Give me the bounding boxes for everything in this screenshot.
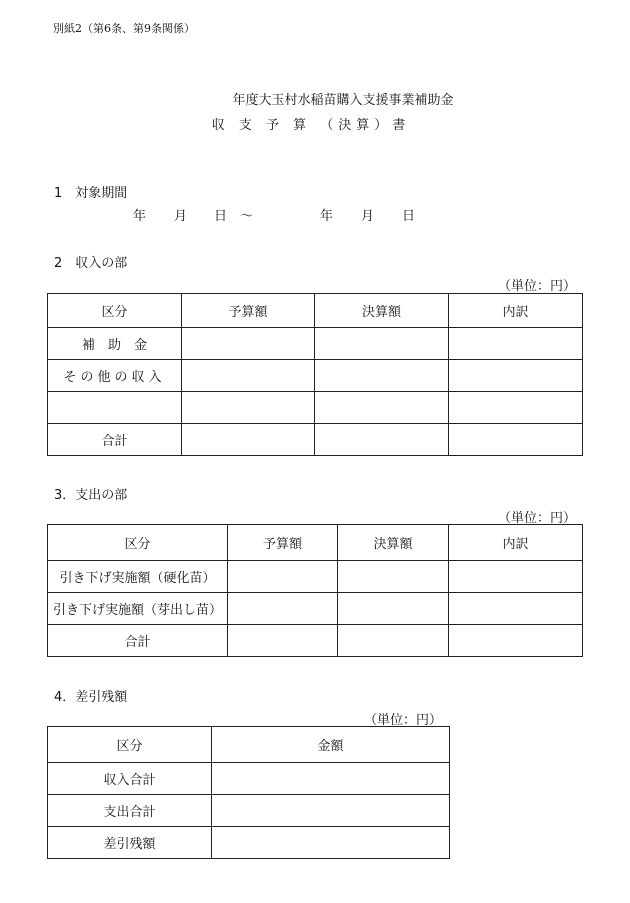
income-row-other-label: その他の収入 <box>48 360 182 392</box>
income-budget-cell[interactable] <box>182 328 315 360</box>
from-month-label: 月 <box>174 209 188 224</box>
table-row <box>48 424 583 456</box>
income-budget-cell[interactable] <box>182 360 315 392</box>
balance-row-remaining-label: 差引残額 <box>48 827 212 859</box>
income-actual-cell[interactable] <box>315 392 449 424</box>
expense-table <box>47 524 583 657</box>
expense-breakdown-cell[interactable] <box>449 593 583 625</box>
to-month-label: 月 <box>361 209 375 224</box>
income-budget-cell[interactable] <box>182 424 315 456</box>
income-table <box>47 293 583 456</box>
to-day-label: 日 <box>402 209 416 224</box>
income-col-category: 区分 <box>48 294 182 328</box>
section3-unit: （単位：円） <box>498 511 577 526</box>
section1-heading: 1 対象期間 <box>54 186 128 201</box>
section4-heading: 4．差引残額 <box>54 690 128 705</box>
expense-budget-cell[interactable] <box>228 561 338 593</box>
income-row-total-label: 合計 <box>48 424 182 456</box>
expense-row-sprouted-label: 引き下げ実施額（芽出し苗） <box>48 593 228 625</box>
expense-actual-cell[interactable] <box>338 561 449 593</box>
section4-unit: （単位：円） <box>364 713 443 728</box>
table-row <box>48 795 450 827</box>
expense-budget-cell[interactable] <box>228 625 338 657</box>
expense-breakdown-cell[interactable] <box>449 561 583 593</box>
expense-col-budget: 予算額 <box>228 525 338 561</box>
expense-row-total-label: 合計 <box>48 625 228 657</box>
balance-table <box>47 726 450 859</box>
income-budget-cell[interactable] <box>182 392 315 424</box>
income-breakdown-cell[interactable] <box>449 392 583 424</box>
expense-breakdown-cell[interactable] <box>449 625 583 657</box>
expense-actual-cell[interactable] <box>338 625 449 657</box>
to-year-label: 年 <box>320 209 334 224</box>
income-breakdown-cell[interactable] <box>449 328 583 360</box>
balance-col-amount: 金額 <box>212 727 450 763</box>
income-col-breakdown: 内訳 <box>449 294 583 328</box>
income-actual-cell[interactable] <box>315 424 449 456</box>
balance-amount-cell[interactable] <box>212 795 450 827</box>
expense-col-breakdown: 内訳 <box>449 525 583 561</box>
balance-amount-cell[interactable] <box>212 763 450 795</box>
balance-col-category: 区分 <box>48 727 212 763</box>
expense-col-actual: 決算額 <box>338 525 449 561</box>
income-row-blank-label[interactable] <box>48 392 182 424</box>
table-row <box>48 763 450 795</box>
document-subtitle: 収 支 予 算 （決算）書 <box>211 118 411 133</box>
expense-actual-cell[interactable] <box>338 593 449 625</box>
balance-row-income-total-label: 収入合計 <box>48 763 212 795</box>
income-breakdown-cell[interactable] <box>449 424 583 456</box>
section2-heading: 2 収入の部 <box>54 256 128 271</box>
expense-col-category: 区分 <box>48 525 228 561</box>
from-year-label: 年 <box>133 209 147 224</box>
income-breakdown-cell[interactable] <box>449 360 583 392</box>
table-row <box>48 593 583 625</box>
section2-unit: （単位：円） <box>498 279 577 294</box>
expense-row-hardened-label: 引き下げ実施額（硬化苗） <box>48 561 228 593</box>
balance-header-row <box>48 727 450 763</box>
document-title: 年度大玉村水稲苗購入支援事業補助金 <box>232 93 454 108</box>
income-col-actual: 決算額 <box>315 294 449 328</box>
income-row-subsidy-label: 補 助 金 <box>48 328 182 360</box>
expense-header-row <box>48 525 583 561</box>
attachment-note: 別紙2（第6条、第9条関係） <box>53 22 195 35</box>
income-actual-cell[interactable] <box>315 360 449 392</box>
from-day-label: 日 <box>214 209 228 224</box>
tilde-separator: 〜 <box>240 209 254 224</box>
income-col-budget: 予算額 <box>182 294 315 328</box>
income-header-row <box>48 294 583 328</box>
table-row <box>48 827 450 859</box>
table-row <box>48 328 583 360</box>
table-row <box>48 360 583 392</box>
expense-budget-cell[interactable] <box>228 593 338 625</box>
balance-amount-cell[interactable] <box>212 827 450 859</box>
table-row <box>48 561 583 593</box>
income-actual-cell[interactable] <box>315 328 449 360</box>
table-row <box>48 392 583 424</box>
balance-row-expense-total-label: 支出合計 <box>48 795 212 827</box>
table-row <box>48 625 583 657</box>
section3-heading: 3．支出の部 <box>54 488 128 503</box>
